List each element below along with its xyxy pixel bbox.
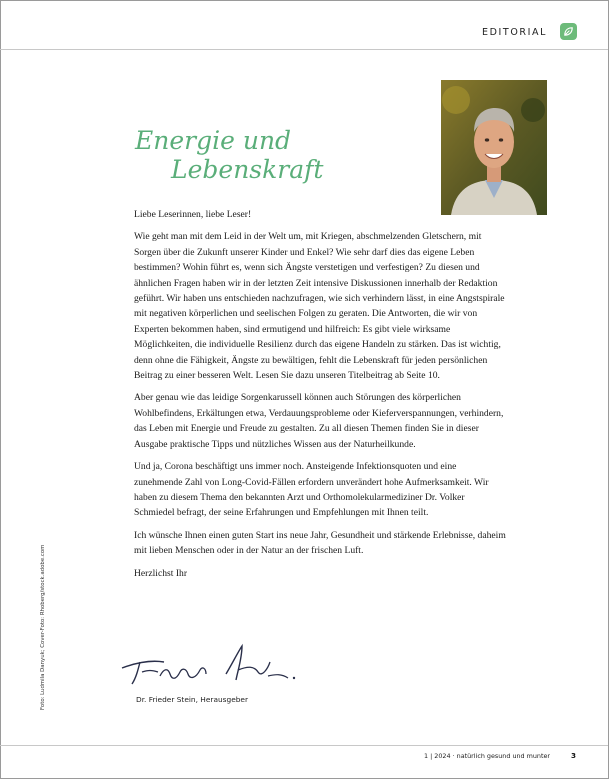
- headline-line-2: Lebenskraft: [171, 155, 324, 184]
- signer-name: Dr. Frieder Stein, Herausgeber: [136, 695, 249, 704]
- headline-line-1: Energie und: [135, 126, 292, 155]
- header-divider: [0, 49, 608, 50]
- paragraph-3: Und ja, Corona beschäftigt uns immer noch. Ansteigende Infektionsquoten und eine zunehmende Zahl von Long-Covid-Fällen erfordern unverändert hohe Aufmerksamkeit. Wir haben zu diesem Thema den bekannten Arzt und Orthomolekularmediziner Dr. Volker Schmiedel befragt, der seine Erfahrungen und Empfehlungen mit Ihnen teilt.: [134, 461, 489, 519]
- photo-credit: Foto: Ludmila Danyuk; Cover-Foto: Rhoberg/stock.adobe.com: [40, 544, 46, 710]
- handwritten-signature: [118, 640, 318, 688]
- headline: [135, 126, 323, 184]
- section-label: EDITORIAL: [482, 27, 547, 38]
- portrait-photo: [441, 80, 547, 215]
- signature-drawing: [118, 640, 318, 688]
- leaf-icon: [560, 23, 577, 40]
- closing: Herzlichst Ihr: [134, 567, 188, 579]
- salutation: Liebe Leserinnen, liebe Leser!: [134, 209, 252, 220]
- portrait-illustration: [441, 80, 547, 215]
- letter-body: [134, 207, 506, 581]
- paragraph-4: Ich wünsche Ihnen einen guten Start ins neue Jahr, Gesundheit und stärkende Erlebnisse, daheim mit lieben Menschen oder in der Natur an der frischen Luft.: [134, 529, 506, 557]
- page-number: 3: [571, 751, 577, 760]
- footer-divider: [0, 745, 608, 746]
- footer-issue: 1 | 2024 · natürlich gesund und munter: [424, 752, 551, 760]
- paragraph-2: Aber genau wie das leidige Sorgenkarussell können auch Störungen des körperlichen Wohlbefindens, Erkältungen etwa, Verdauungsprobleme oder Kieferverspannungen, verhindern, das Leben mit Energie und Freude zu gestalten. Zu all diesen Themen finden Sie in dieser Ausgabe praktische Tipps und nützliches Wissen aus der Naturheilkunde.: [134, 392, 504, 450]
- leaf-glyph: [563, 26, 574, 37]
- paragraph-1: Wie geht man mit dem Leid in der Welt um, mit Kriegen, abschmelzenden Gletschern, mit Sorgen über die Zukunft unserer Kinder und Enkel? Wie sehr darf dies das eigene Leben bestimmen? Wohin führt es, wenn sich Ängste verstetigen und verfestigen? Zu diesen und ähnlichen Fragen haben wir in der letzten Zeit intensive Diskussionen innerhalb der Redaktion geführt. Wir haben uns entschieden nachzufragen, wie sich verhindern lässt, in eine Angstspirale mit negativen körperlichen und seelischen Folgen zu geraten. Die Antworten, die wir von Experten bekommen haben, sind ermutigend und hilfreich: Es gibt viele wirksame Möglichkeiten, die individuelle Resilienz durch das eigene Handeln zu stärken. Das ist wichtig, denn ohne die Fähigkeit, Ängste zu bewältigen, fehlt die Lebenskraft für jeden persönlichen Beitrag zu einer besseren Welt. Lesen Sie dazu unseren Titelbeitrag ab Seite 10.: [134, 231, 505, 382]
